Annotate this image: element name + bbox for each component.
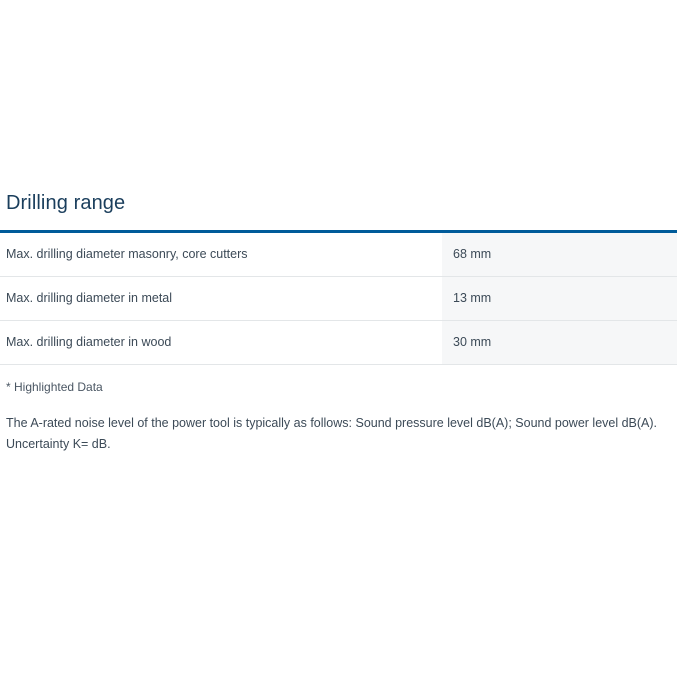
spec-value: 30 mm <box>442 321 677 365</box>
table-row <box>0 232 677 277</box>
table-row <box>0 277 677 321</box>
spec-value: 68 mm <box>442 232 677 277</box>
spec-label: Max. drilling diameter masonry, core cutters <box>6 247 248 261</box>
spec-value: 13 mm <box>442 277 677 321</box>
notes-block <box>6 379 670 455</box>
table-row <box>0 321 677 365</box>
specifications-table <box>0 230 677 365</box>
spec-label: Max. drilling diameter in wood <box>6 335 172 349</box>
drilling-range-section <box>0 190 689 365</box>
noise-level-note: The A-rated noise level of the power tool is typically as follows: Sound pressure level dB(A); Sound power level dB(A). Uncertainty K= dB. <box>6 416 658 451</box>
page-title: Drilling range <box>6 192 126 214</box>
highlighted-data-note: * Highlighted Data <box>6 380 103 394</box>
spec-label: Max. drilling diameter in metal <box>6 291 173 305</box>
